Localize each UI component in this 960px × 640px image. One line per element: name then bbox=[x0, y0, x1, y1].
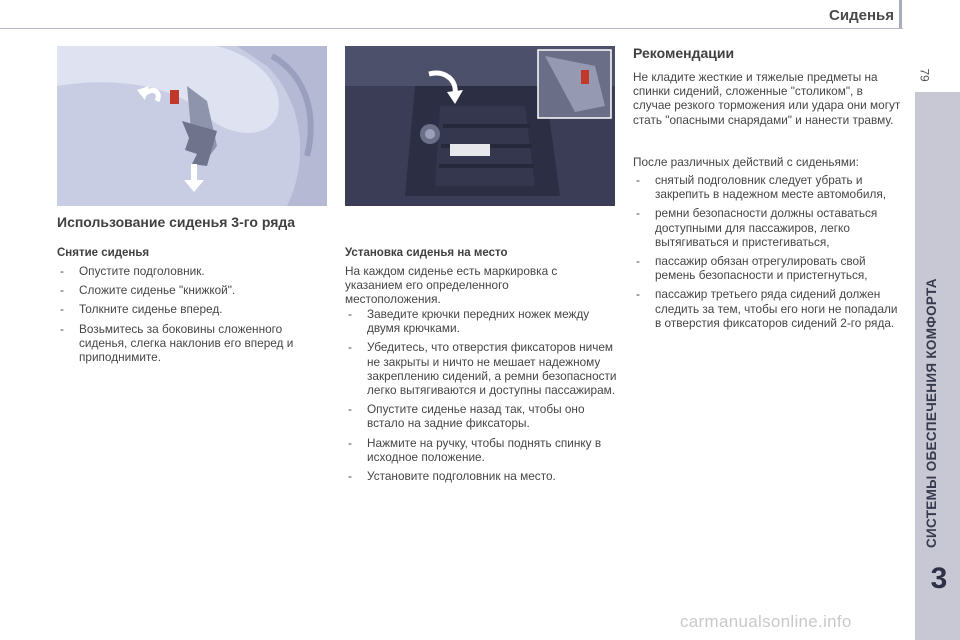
list-item: - Толкните сиденье вперед. bbox=[57, 302, 327, 316]
section-left-title: Использование сиденья 3-го ряда bbox=[57, 214, 296, 230]
list-item: - Опустите подголовник. bbox=[57, 264, 327, 278]
section-middle-intro: На каждом сиденье есть маркировка с указанием его определенного местоположения. bbox=[345, 264, 558, 307]
list-item: - пассажир обязан отрегулировать свой ремень безопасности и пристегнуться, bbox=[633, 254, 905, 282]
seat-installation-illustration bbox=[345, 46, 615, 206]
after-actions-paragraph: После различных действий с сиденьями: bbox=[633, 155, 859, 169]
list-item: - Сложите сиденье "книжкой". bbox=[57, 283, 327, 297]
section-middle-subtitle: Установка сиденья на место bbox=[345, 247, 508, 259]
list-item: - Заведите крючки передних ножек между двумя крючками. bbox=[345, 307, 620, 335]
watermark: carmanualsonline.info bbox=[680, 612, 852, 631]
seat-removal-illustration bbox=[57, 46, 327, 206]
list-item: - Возьмитесь за боковины сложенного сиденья, слегка наклонив его вперед и приподнимите. bbox=[57, 322, 327, 365]
list-item: - Нажмите на ручку, чтобы поднять спинку в исходное положение. bbox=[345, 436, 620, 464]
seat-installation-steps bbox=[345, 307, 620, 488]
down-arrow-icon bbox=[191, 164, 197, 182]
list-item: - ремни безопасности должны оставаться доступными для пассажиров, легко вытягиваться и пристегиваться, bbox=[633, 206, 905, 249]
running-header-title: Сиденья bbox=[829, 7, 894, 24]
section-left-subtitle: Снятие сиденья bbox=[57, 247, 150, 259]
red-lever-icon bbox=[170, 90, 179, 104]
header-tick bbox=[899, 0, 902, 28]
recommendation-list bbox=[633, 173, 905, 335]
section-right-title: Рекомендации bbox=[633, 45, 735, 61]
list-item: - Опустите сиденье назад так, чтобы оно встало на задние фиксаторы. bbox=[345, 402, 620, 430]
chapter-title: СИСТЕМЫ ОБЕСПЕЧЕНИЯ КОМФОРТА bbox=[924, 278, 939, 548]
list-item: - Убедитесь, что отверстия фиксаторов ничем не закрыты и ничто не мешает надежному закреплению сидений, а ремни безопасности легко вытягиваются и доступны пассажирам. bbox=[345, 340, 620, 397]
photo-seat-removal bbox=[57, 46, 327, 206]
header-rule bbox=[0, 28, 903, 29]
page-number: 79 bbox=[917, 68, 932, 82]
list-item: - снятый подголовник следует убрать и закрепить в надежном месте автомобиля, bbox=[633, 173, 905, 201]
list-item: - пассажир третьего ряда сидений должен следить за тем, чтобы его ноги не попадали в отверстия фиксаторов сидений 2-го ряда. bbox=[633, 287, 905, 330]
chapter-number: 3 bbox=[930, 562, 948, 595]
photo-seat-installation bbox=[345, 46, 615, 206]
seat-removal-steps bbox=[57, 264, 327, 369]
recommendation-paragraph: Не кладите жесткие и тяжелые предметы на спинки сидений, сложенные "столиком", в случае резкого торможения или удара они могут стать "опасными снарядами" и нанести травму. bbox=[633, 70, 901, 127]
list-item: - Установите подголовник на место. bbox=[345, 469, 620, 483]
